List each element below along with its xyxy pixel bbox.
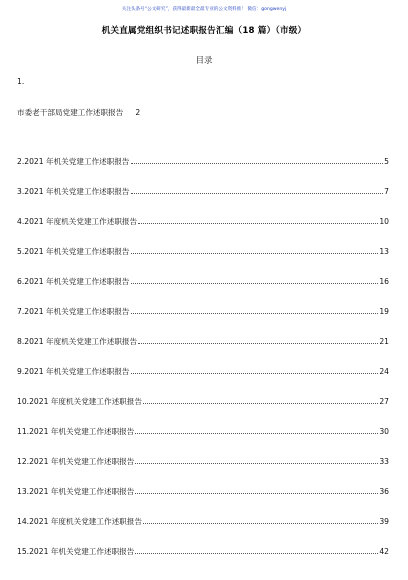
toc-entry-label: 15.2021 年机关党建工作述职报告 (17, 547, 135, 556)
toc-entry-page-number: 2 (135, 108, 141, 117)
dot-leader (135, 463, 378, 464)
dot-leader (135, 493, 378, 494)
toc-entry-page-number: 33 (379, 457, 389, 466)
toc-entry-page-number: 16 (379, 277, 389, 286)
dot-leader (143, 403, 378, 404)
dot-leader (138, 223, 378, 224)
dot-leader (135, 433, 378, 434)
toc-list (17, 136, 389, 556)
toc-entry-label: 3.2021 年机关党建工作述职报告 (17, 187, 130, 196)
toc-entry[interactable] (17, 406, 389, 436)
toc-entry-page-number: 13 (379, 247, 389, 256)
dot-leader (131, 313, 379, 314)
toc-entry[interactable] (17, 136, 389, 166)
toc-entry-page-number: 5 (384, 157, 389, 166)
dot-leader (138, 343, 378, 344)
toc-entry[interactable] (17, 346, 389, 376)
toc-entry[interactable] (17, 526, 389, 556)
toc-entry-page-number: 24 (379, 367, 389, 376)
toc-entry-page-number: 10 (379, 217, 389, 226)
toc-entry-label: 市委老干部局党建工作述职报告 (17, 108, 124, 117)
dot-leader (135, 553, 378, 554)
dot-leader (131, 283, 379, 284)
toc-entry-label: 8.2021 年度机关党建工作述职报告 (17, 337, 138, 346)
toc-entry-page-number: 19 (379, 307, 389, 316)
toc-entry-page-number: 7 (384, 187, 389, 196)
toc-entry-1[interactable] (17, 107, 140, 118)
toc-entry-label: 7.2021 年机关党建工作述职报告 (17, 307, 130, 316)
toc-entry-page-number: 42 (379, 547, 389, 556)
document-title: 机关直属党组织书记述职报告汇编（18 篇）（市级） (101, 26, 307, 36)
toc-entry[interactable] (17, 166, 389, 196)
toc-entry[interactable] (17, 376, 389, 406)
toc-entry-label: 14.2021 年度机关党建工作述职报告 (17, 517, 142, 526)
toc-entry-page-number: 21 (379, 337, 389, 346)
toc-entry-page-number: 30 (379, 427, 389, 436)
toc-entry-label: 2.2021 年机关党建工作述职报告 (17, 157, 130, 166)
toc-entry[interactable] (17, 436, 389, 466)
promo-banner[interactable]: 关注头条号“公文研究”，获得最新最全最专业的公文资料推！ 微信：gongwenyj (121, 7, 287, 12)
dot-leader (131, 253, 379, 254)
dot-leader (131, 373, 379, 374)
toc-entry[interactable] (17, 466, 389, 496)
toc-entry[interactable] (17, 496, 389, 526)
toc-entry[interactable] (17, 226, 389, 256)
toc-entry-label: 12.2021 年机关党建工作述职报告 (17, 457, 135, 466)
toc-entry-label: 6.2021 年机关党建工作述职报告 (17, 277, 130, 286)
toc-entry-page-number: 27 (379, 397, 389, 406)
dot-leader (131, 163, 384, 164)
toc-entry-number: 1. (17, 77, 25, 86)
dot-leader (143, 523, 378, 524)
toc-entry-label: 10.2021 年度机关党建工作述职报告 (17, 397, 142, 406)
toc-entry-label: 4.2021 年度机关党建工作述职报告 (17, 217, 138, 226)
toc-entry-label: 11.2021 年机关党建工作述职报告 (17, 427, 135, 436)
toc-entry-label: 9.2021 年机关党建工作述职报告 (17, 367, 130, 376)
toc-entry[interactable] (17, 196, 389, 226)
toc-entry-page-number: 39 (379, 517, 389, 526)
toc-entry[interactable] (17, 316, 389, 346)
toc-entry[interactable] (17, 256, 389, 286)
dot-leader (131, 193, 384, 194)
toc-heading: 目录 (195, 55, 213, 65)
toc-entry-page-number: 36 (379, 487, 389, 496)
toc-entry[interactable] (17, 286, 389, 316)
toc-entry-label: 5.2021 年机关党建工作述职报告 (17, 247, 130, 256)
toc-entry-label: 13.2021 年机关党建工作述职报告 (17, 487, 135, 496)
